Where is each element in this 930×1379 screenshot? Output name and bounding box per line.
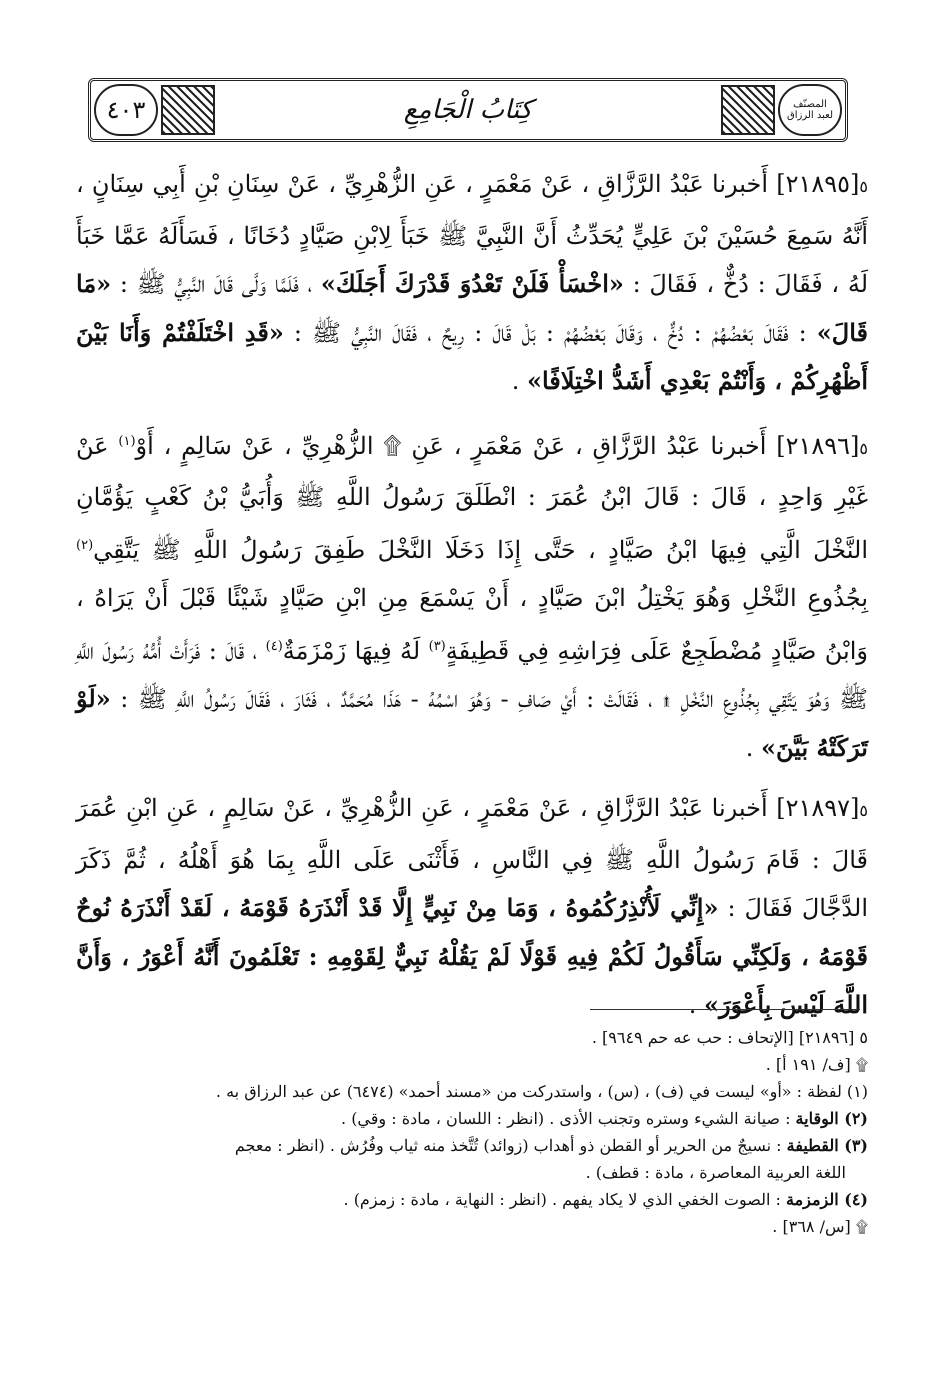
emblem-line: المصنّف bbox=[793, 99, 827, 110]
hadith-text: . bbox=[745, 733, 761, 762]
hadith-text: : فَقَالَ بَعْضُهُمْ : دُخٌّ ، وَقَالَ بَعْضُهُمْ : بَلْ قَالَ : رِيحٌ ، فَقَالَ النَّبِيُّ ﷺ : bbox=[283, 318, 817, 347]
footnote-text: ٥ [٢١٨٩٦] [الإتحاف : حب عه حم ٩٦٤٩] . bbox=[591, 1028, 868, 1047]
prophetic-saying: «قَدِ اخْتَلَفْتُمْ وَأَنَا بَيْنَ أَظْهُرِكُمْ ، وَأَنْتُمْ بَعْدِي أَشَدُّ اخْتِلَافًا» bbox=[76, 317, 868, 395]
page-title: كِتَابُ الْجَامِعِ bbox=[403, 95, 533, 125]
hadith-paragraph bbox=[76, 160, 868, 406]
footnote-term: (٤) الزمزمة bbox=[785, 1190, 868, 1209]
hadith-marker: ٥ bbox=[859, 438, 868, 458]
hadith-text: بِجُذُوعِ النَّخْلِ وَهُوَ يَخْتِلُ ابْنَ صَيَّادٍ ، أَنْ يَسْمَعَ مِنِ ابْنِ صَيَّادٍ شَيْئًا قَبْلَ أَنْ يَرَاهُ ، وَابْنُ صَيَّادٍ مُضْطَجِعٌ عَلَى فِرَاشِهِ فِي قَطِيفَةٍ bbox=[76, 584, 868, 665]
footnote-term: (٢) الوقاية bbox=[795, 1109, 868, 1128]
hadith-marker: ٥ bbox=[859, 801, 868, 820]
hadith-text: ، فَلَمَّا وَلَّى قَالَ النَّبِيُّ ﷺ : bbox=[111, 270, 321, 298]
footnote-text: اللغة العربية المعاصرة ، مادة : قطف) . bbox=[585, 1163, 846, 1182]
hadith-paragraph bbox=[76, 418, 868, 773]
footnote bbox=[84, 1132, 868, 1159]
hadith-paragraph bbox=[76, 784, 868, 1030]
book-emblem bbox=[778, 84, 842, 136]
footnote-term: (٣) القطيفة bbox=[786, 1136, 868, 1155]
footnote-text: : نسيجٌ من الحرير أو القطن ذو أهداب (زوائد) تُتَّخذ منه ثياب وفُرُش . (انظر : معجم bbox=[234, 1136, 787, 1155]
hadith-text: [٢١٨٩٦] أَخبرنا عَبْدُ الرَّزَّاقِ ، عَنْ مَعْمَرٍ ، عَنِ ۩ الزُّهْرِيِّ ، عَنْ سَالِمٍ ، أَوْ bbox=[135, 431, 860, 460]
hadith-text: عَنْ غَيْرِ وَاحِدٍ ، قَالَ : قَالَ ابْنُ عُمَرَ : انْطَلَقَ رَسُولُ اللَّهِ ﷺ وَأُبَيُّ بْنُ كَعْبٍ يَؤُمَّانِ النَّخْلَ الَّتِي فِيهَا ابْنُ صَيَّادٍ ، حَتَّى إِذَا دَخَلَا النَّخْلَ طَفِقَ رَسُولُ اللَّهِ ﷺ يَتَّقِي bbox=[76, 431, 868, 564]
footnote bbox=[84, 1105, 868, 1132]
hadith-text: [٢١٨٩٧] أَخبرنا عَبْدُ الرَّزَّاقِ ، عَنْ مَعْمَرٍ ، عَنِ الزُّهْرِيِّ ، عَنْ سَالِمٍ ، عَنِ ابْنِ عُمَرَ قَالَ : قَامَ رَسُولُ اللَّهِ ﷺ فِي النَّاسِ ، فَأَثْنَى عَلَى اللَّهِ بِمَا هُوَ أَهْلُهُ ، ثُمَّ ذَكَرَ الدَّجَّالَ فَقَالَ : bbox=[76, 794, 869, 922]
prophetic-saying: «اخْسَأْ فَلَنْ تَعْدُوَ قَدْرَكَ أَجَلَكَ» bbox=[320, 269, 624, 298]
main-text bbox=[76, 160, 868, 1042]
footnote-ref: (٣) bbox=[428, 638, 446, 654]
ornament-left-icon bbox=[161, 85, 215, 135]
hadith-text: [٢١٨٩٥] أَخبرنا عَبْدُ الرَّزَّاقِ ، عَنْ مَعْمَرٍ ، عَنِ الزُّهْرِيِّ ، عَنْ سِنَانِ بْنِ أَبِي سِنَانٍ ، أَنَّهُ سَمِعَ حُسَيْنَ بْنَ عَلِيٍّ يُحَدِّثُ أَنَّ النَّبِيَّ ﷺ خَبَأَ لِابْنِ صَيَّادٍ دُخَانًا ، فَسَأَلَهُ عَمَّا خَبَأَ لَهُ ، فَقَالَ : دُخٌّ ، فَقَالَ : bbox=[76, 170, 869, 298]
footnote bbox=[84, 1159, 868, 1186]
footnote-text: ۩ [ف/ ١٩١ أ] . bbox=[765, 1055, 868, 1074]
footnote-text: ۩ [س/ ٣٦٨] . bbox=[772, 1217, 868, 1236]
prophetic-saying: «لَوْ تَرَكَتْهُ بَيَّنَ» bbox=[76, 684, 868, 762]
emblem-line: لعبد الرزاق bbox=[786, 110, 834, 121]
footnote-divider bbox=[590, 1009, 860, 1010]
footnote bbox=[84, 1213, 868, 1240]
footnote bbox=[84, 1078, 868, 1105]
footnote bbox=[84, 1051, 868, 1078]
footnote-ref: (١) bbox=[118, 433, 136, 449]
prophetic-saying: «إِنِّي لَأُنْذِرُكُمُوهُ ، وَمَا مِنْ نَبِيٍّ إِلَّا قَدْ أَنْذَرَهُ قَوْمَهُ ، لَقَدْ أَنْذَرَهُ نُوحٌ قَوْمَهُ ، وَلَكِنِّي سَأَقُولُ لَكُمْ فِيهِ قَوْلًا لَمْ يَقُلْهُ نَبِيٌّ لِقَوْمِهِ : تَعْلَمُونَ أَنَّهُ أَعْوَرُ ، وَأَنَّ اللَّهَ لَيْسَ بِأَعْوَرَ» bbox=[76, 893, 868, 1019]
hadith-text: . bbox=[688, 991, 705, 1019]
footnote bbox=[84, 1186, 868, 1213]
ornament-right-icon bbox=[721, 85, 775, 135]
footnote-text: : صيانة الشيء وستره وتجنب الأذى . (انظر : اللسان ، مادة : وقي) . bbox=[341, 1109, 796, 1128]
footnotes bbox=[84, 1024, 868, 1240]
hadith-text: لَهُ فِيهَا زَمْزَمَةٌ bbox=[282, 636, 429, 665]
footnote bbox=[84, 1024, 868, 1051]
hadith-text: . bbox=[511, 367, 527, 395]
footnote-text: : الصوت الخفي الذي لا يكاد يفهم . (انظر : النهاية ، مادة : زمزم) . bbox=[343, 1190, 786, 1209]
footnote-ref: (٢) bbox=[76, 537, 94, 553]
hadith-marker: ٥ bbox=[859, 177, 868, 196]
running-header bbox=[88, 78, 848, 142]
page-number: ٤٠٣ bbox=[94, 84, 158, 136]
hadith-text: ، قَالَ : فَرَأَتْ أُمُّهُ رَسُولَ اللَّهِ ﷺ وَهُوَ يَتَّقِي بِجُذُوعِ النَّخْلِ ۩ ، فَقَالَتْ : أَيْ صَافِ - وَهُوَ اسْمُهُ - هَذَا مُحَمَّدٌ ، فَثَارَ ، فَقَالَ رَسُولُ اللَّهِ ﷺ : bbox=[76, 636, 868, 713]
footnote-text: (١) لفظة : «أو» ليست في (ف) ، (س) ، واستدركت من «مسند أحمد» (٦٤٧٤) عن عبد الرزاق به . bbox=[215, 1082, 868, 1101]
footnote-ref: (٤) bbox=[265, 638, 283, 654]
prophetic-saying: «مَا قَالَ» bbox=[76, 269, 869, 347]
